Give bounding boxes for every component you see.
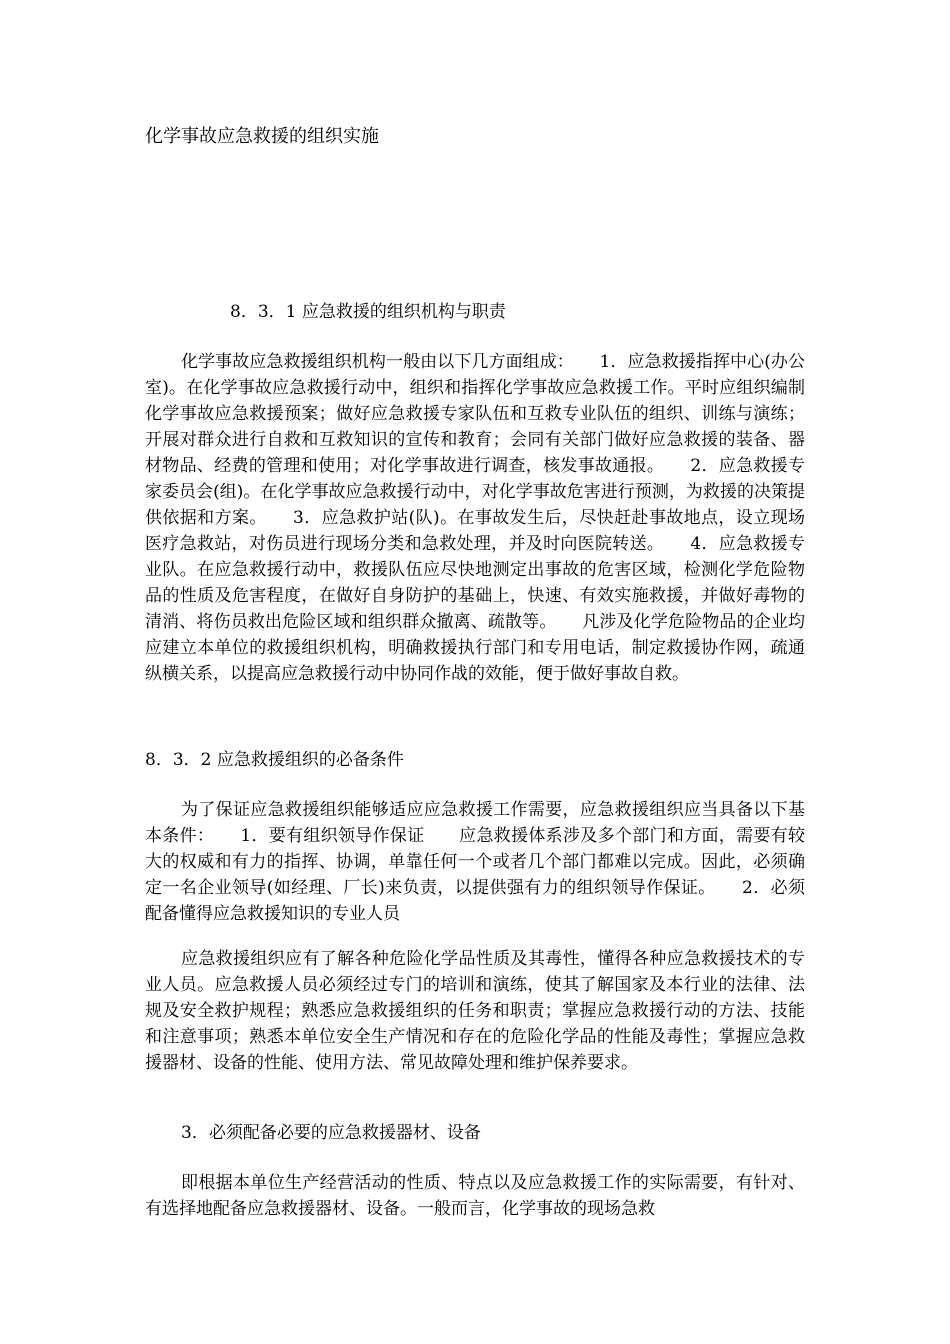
section-heading-8-3-2: 8．3．2 应急救援组织的必备条件 [145, 750, 404, 770]
section-2-paragraph-4: 即根据本单位生产经营活动的性质、特点以及应急救援工作的实际需要，有针对、有选择地配备应急救援器材、设备。一般而言，化学事故的现场急救 [145, 1173, 805, 1219]
section-2-paragraph-1: 为了保证应急救援组织能够适应应急救援工作需要，应急救援组织应当具备以下基本条件： 1．要有组织领导作保证 应急救援体系涉及多个部门和方面，需要有较大的权威和有力的指挥、协调，单靠任何一个或者几个部门都难以完成。因此，必须确定一名企业领导(如经理、厂长)来负责，以提供强有力的组织领导作保证。 2．必须配备懂得应急救援知识的专业人员 [145, 800, 805, 924]
section-heading-8-3-1: 8．3．1 应急救援的组织机构与职责 [230, 302, 506, 322]
section-1-paragraph: 化学事故应急救援组织机构一般由以下几方面组成： 1．应急救援指挥中心(办公室)。在化学事故应急救援行动中，组织和指挥化学事故应急救援工作。平时应组织编制化学事故应急救援预案；做好应急救援专家队伍和互救专业队伍的组织、训练与演练；开展对群众进行自救和互救知识的宣传和教育；会同有关部门做好应急救援的装备、器材物品、经费的管理和使用；对化学事故进行调查，核发事故通报。 2．应急救援专家委员会(组)。在化学事故应急救援行动中，对化学事故危害进行预测，为救援的决策提供依据和方案。 3．应急救护站(队)。在事故发生后，尽快赶赴事故地点，设立现场医疗急救站，对伤员进行现场分类和急救处理，并及时向医院转送。 4．应急救援专业队。在应急救援行动中，救援队伍应尽快地测定出事故的危害区域，检测化学危险物品的性质及危害程度，在做好自身防护的基础上，快速、有效实施救援，并做好毒物的清消、将伤员救出危险区域和组织群众撤离、疏散等。 凡涉及化学危险物品的企业均应建立本单位的救援组织机构，明确救援执行部门和专用电话，制定救援协作网，疏通纵横关系，以提高应急救援行动中协同作战的效能，便于做好事故自救。 [145, 352, 805, 684]
section-2-paragraph-2: 应急救援组织应有了解各种危险化学品性质及其毒性，懂得各种应急救援技术的专业人员。应急救援人员必须经过专门的培训和演练，使其了解国家及本行业的法律、法规及安全救护规程；熟悉应急救援组织的任务和职责；掌握应急救援行动的方法、技能和注意事项；熟悉本单位安全生产情况和存在的危险化学品的性能及毒性；掌握应急救援器材、设备的性能、使用方法、常见故障处理和维护保养要求。 [145, 949, 805, 1073]
document-title: 化学事故应急救援的组织实施 [145, 126, 379, 147]
section-2-paragraph-3: 3．必须配备必要的应急救援器材、设备 [181, 1123, 481, 1143]
